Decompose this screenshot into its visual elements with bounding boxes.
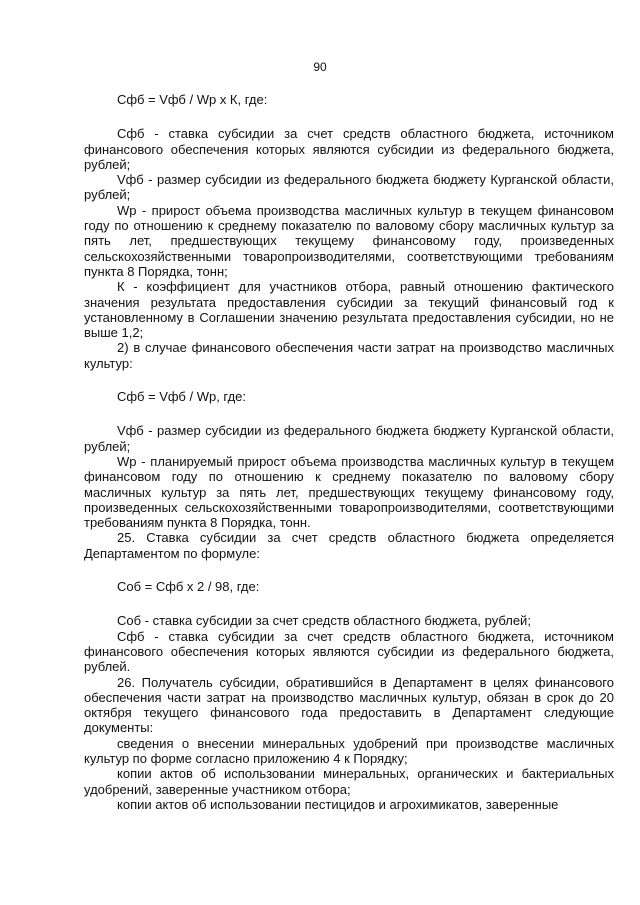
- paragraph: Wр - прирост объема производства масличных культур в текущем финансовом году по отношению к среднему показателю по валовому сбору масличных культур за пять лет, предшествующих текущему финансовому году, произведенных сельскохозяйственными товаропроизводителями, соответствующими требованиям пункта 8 Порядка, тонн;: [84, 202, 614, 279]
- paragraph: копии актов об использовании пестицидов и агрохимикатов, заверенные: [117, 796, 559, 812]
- formula-1: Сфб = Vфб / Wр x К, где:: [117, 92, 268, 107]
- formula-3: Соб = Сфб x 2 / 98, где:: [117, 579, 260, 595]
- paragraph: Соб - ставка субсидии за счет средств областного бюджета, рублей;: [117, 613, 531, 629]
- paragraph: сведения о внесении минеральных удобрений при производстве масличных культур по форме согласно приложению 4 к Порядку;: [84, 735, 614, 766]
- paragraph: Vфб - размер субсидии из федерального бюджета бюджету Курганской области, рублей;: [84, 172, 614, 203]
- paragraph: 2) в случае финансового обеспечения части затрат на производство масличных культур:: [84, 340, 614, 371]
- paragraph: Сфб - ставка субсидии за счет средств областного бюджета, источником финансового обеспечения которых являются субсидии из федерального бюджета, рублей;: [84, 126, 614, 172]
- page-number: 90: [313, 60, 327, 74]
- paragraph: Wр - планируемый прирост объема производства масличных культур в текущем финансовом году по отношению к среднему показателю по валовому сбору масличных культур за пять лет, предшествующих текущему финансовому году, произведенных сельскохозяйственными товаропроизводителями, соответствующими требованиям пункта 8 Порядка, тонн.: [84, 453, 614, 531]
- paragraph: копии актов об использовании минеральных, органических и бактериальных удобрений, заверенные участником отбора;: [84, 766, 614, 797]
- document-body: [84, 92, 614, 812]
- paragraph: Сфб - ставка субсидии за счет средств областного бюджета, источником финансового обеспечения которых являются субсидии из федерального бюджета, рублей.: [84, 628, 614, 675]
- paragraph: 25. Ставка субсидии за счет средств областного бюджета определяется Департаментом по формуле:: [84, 530, 614, 561]
- formula-2: Сфб = Vфб / Wр, где:: [117, 389, 247, 405]
- paragraph: 26. Получатель субсидии, обратившийся в Департамент в целях финансового обеспечения части затрат на производство масличных культур, обязан в срок до 20 октября текущего финансового года предоставить в Департамент следующие документы:: [84, 674, 614, 736]
- paragraph: Vфб - размер субсидии из федерального бюджета бюджету Курганской области, рублей;: [84, 423, 614, 454]
- paragraph: К - коэффициент для участников отбора, равный отношению фактического значения результата предоставления субсидии за текущий финансовый год к установленному в Соглашении значению результата предоставления субсидии, но не выше 1,2;: [84, 279, 614, 341]
